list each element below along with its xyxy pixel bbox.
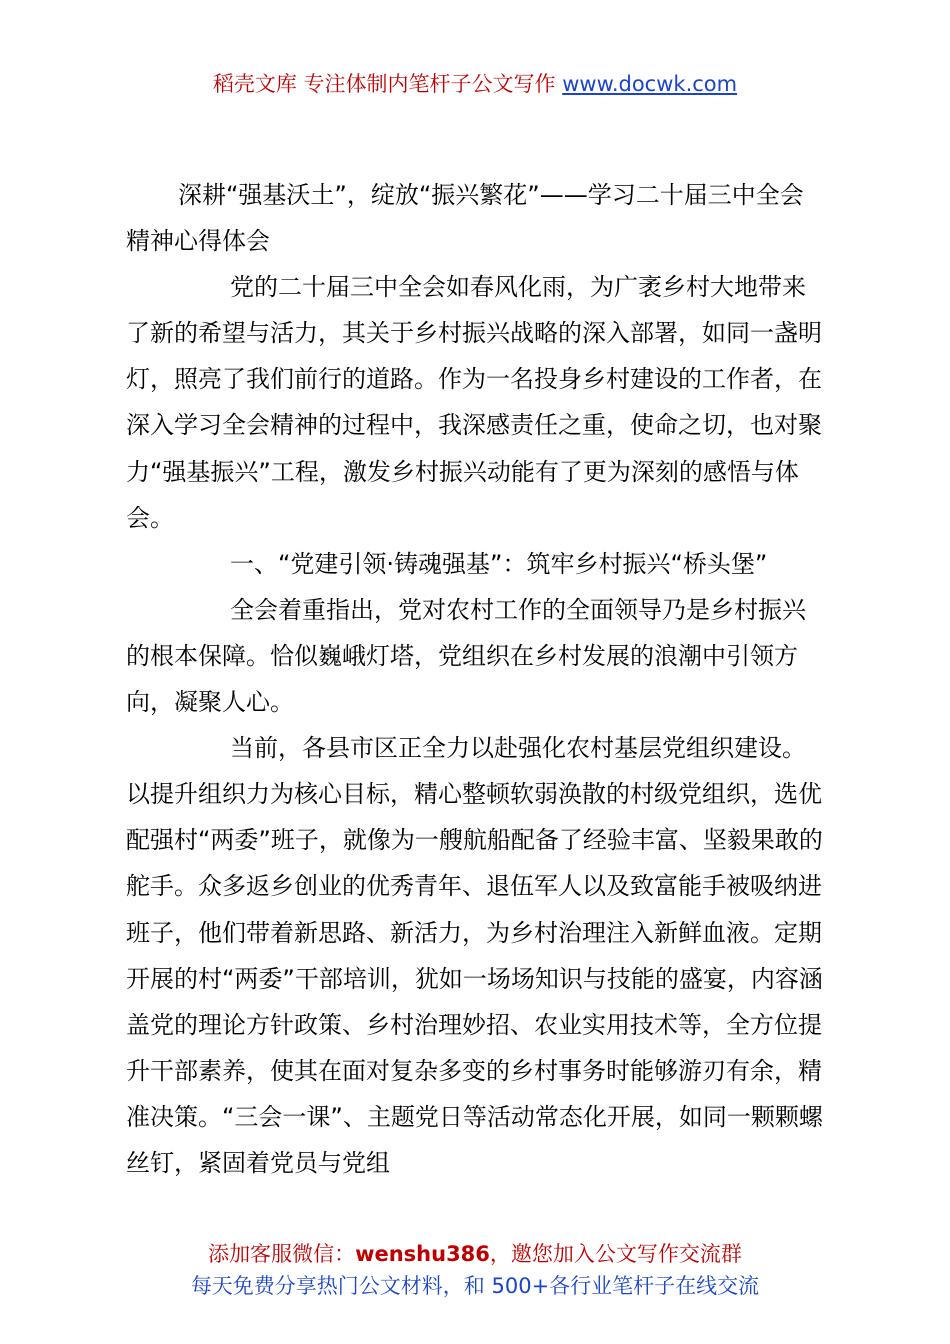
article-body: [126, 172, 826, 1186]
section-heading-1: 一、“党建引领·铸魂强基”：筑牢乡村振兴“桥头堡”: [230, 549, 768, 578]
footer-share-line: 每天免费分享热门公文材料，和 500+各行业笔杆子在线交流: [190, 1274, 760, 1298]
article-paragraph-3: 当前，各县市区正全力以赴强化农村基层党组织建设。以提升组织力为核心目标，精心整顿软弱涣散的村级党组织，选优配强村“两委”班子，就像为一艘航船配备了经验丰富、坚毅果敢的舵手。众多返乡创业的优秀青年、退伍军人以及致富能手被吸纳进班子，他们带着新思路、新活力，为乡村治理注入新鲜血液。定期开展的村“两委”干部培训，犹如一场场知识与技能的盛宴，内容涵盖党的理论方针政策、乡村治理妙招、农业实用技术等，全方位提升干部素养，使其在面对复杂多变的乡村事务时能够游刃有余，精准决策。“三会一课”、主题党日等活动常态化开展，如同一颗颗螺丝钉，紧固着党员与党组: [126, 734, 823, 1177]
header-website-link[interactable]: www.docwk.com: [562, 72, 738, 96]
article-paragraph-2: 全会着重指出，党对农村工作的全面领导乃是乡村振兴的根本保障。恰似巍峨灯塔，党组织在乡村发展的浪潮中引领方向，凝聚人心。: [126, 595, 806, 717]
page-header: [0, 68, 950, 100]
article-paragraph-intro: 党的二十届三中全会如春风化雨，为广袤乡村大地带来了新的希望与活力，其关于乡村振兴战略的深入部署，如同一盏明灯，照亮了我们前行的道路。作为一名投身乡村建设的工作者，在深入学习全会精神的过程中，我深感责任之重，使命之切，也对聚力“强基振兴”工程，激发乡村振兴动能有了更为深刻的感悟与体会。: [126, 273, 822, 532]
header-slogan: 稻壳文库 专注体制内笔杆子公文写作: [212, 72, 563, 96]
page-footer: [0, 1238, 950, 1302]
footer-contact-line: [0, 1238, 950, 1270]
footer-wechat-id: wenshu386: [355, 1242, 490, 1266]
article-title: 深耕“强基沃土”，绽放“振兴繁花”——学习二十届三中全会精神心得体会: [126, 181, 804, 256]
footer-contact-suffix: ，邀您加入公文写作交流群: [489, 1242, 742, 1266]
footer-contact-prefix: 添加客服微信：: [208, 1242, 356, 1266]
